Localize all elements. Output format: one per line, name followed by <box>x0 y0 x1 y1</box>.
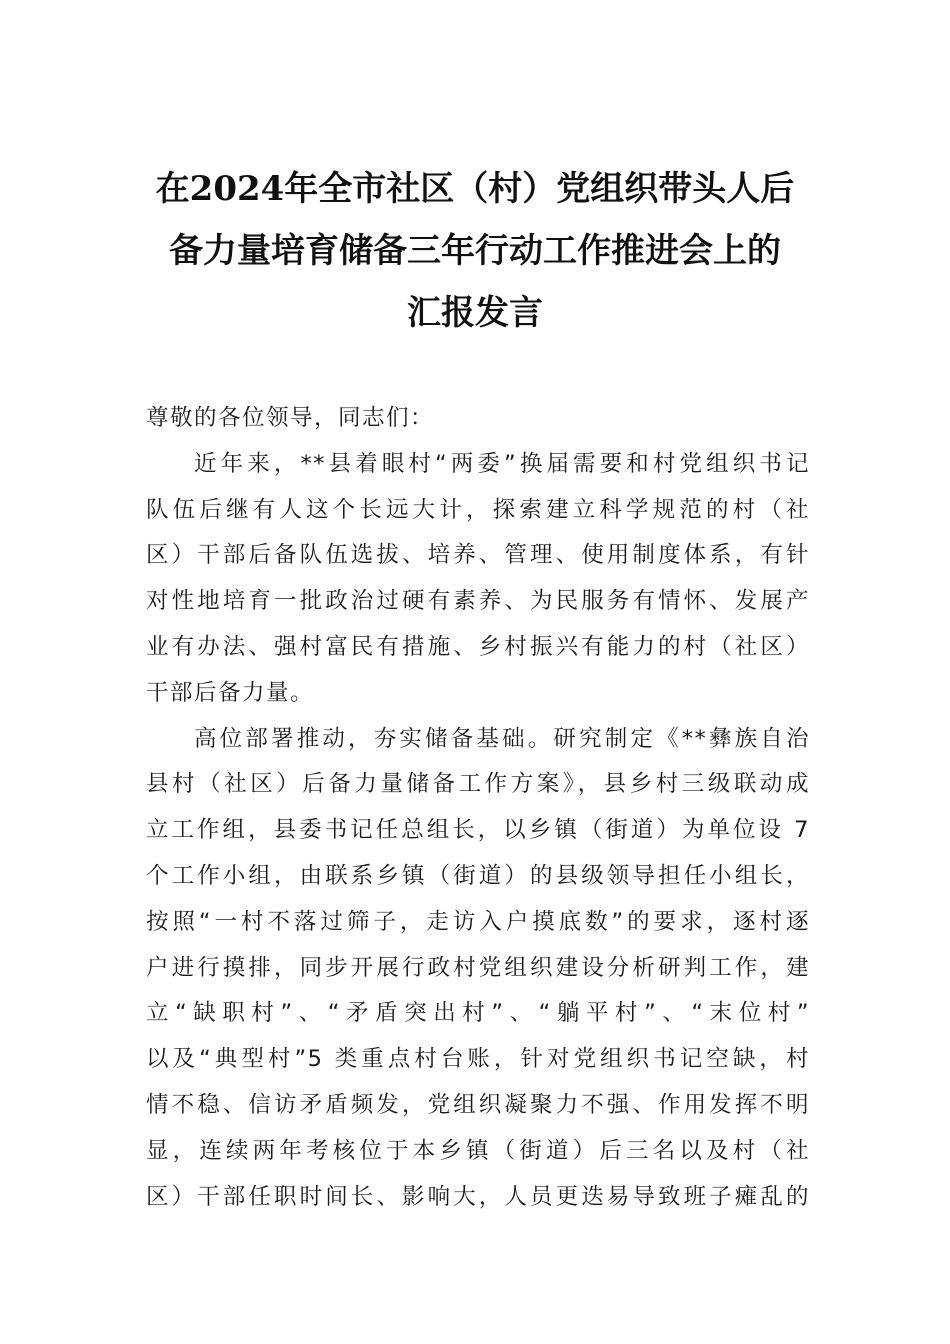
paragraph-line: 队伍后继有人这个长远大计，探索建立科学规范的村（社 <box>146 496 810 523</box>
paragraph-line: 对性地培育一批政治过硬有素养、为民服务有情怀、发展产 <box>146 588 810 615</box>
document-body <box>146 396 810 1220</box>
document-title <box>140 158 810 344</box>
paragraph-line: 以及“典型村”5 类重点村台账，针对党组织书记空缺，村 <box>146 1046 810 1073</box>
paragraph-line: 县村（社区）后备力量储备工作方案》，县乡村三级联动成 <box>146 771 810 798</box>
paragraph-line: 显，连续两年考核位于本乡镇（街道）后三名以及村（社 <box>146 1137 810 1164</box>
paragraph-line: 立“缺职村”、“矛盾突出村”、“躺平村”、“末位村” <box>146 1000 810 1027</box>
salutation: 尊敬的各位领导，同志们： <box>146 405 435 431</box>
paragraph-intro <box>146 442 810 717</box>
paragraph-line: 高位部署推动，夯实储备基础。研究制定《**彝族自治 <box>194 725 810 752</box>
title-line: 汇报发言 <box>407 293 543 333</box>
paragraph-line: 情不稳、信访矛盾频发，党组织凝聚力不强、作用发挥不明 <box>146 1091 810 1118</box>
paragraph-line: 个工作小组，由联系乡镇（街道）的县级领导担任小组长， <box>146 862 810 889</box>
paragraph-line: 按照“一村不落过筛子，走访入户摸底数”的要求，逐村逐 <box>146 908 810 935</box>
paragraph-line: 近年来，**县着眼村“两委”换届需要和村党组织书记 <box>194 450 810 477</box>
title-line: 在2024年全市社区（村）党组织带头人后 <box>155 169 795 209</box>
paragraph-line: 区）干部后备队伍选拔、培养、管理、使用制度体系，有针 <box>146 542 810 569</box>
title-line: 备力量培育储备三年行动工作推进会上的 <box>169 231 781 271</box>
paragraph-deployment <box>146 717 810 1221</box>
paragraph-line: 业有办法、强村富民有措施、乡村振兴有能力的村（社区） <box>146 633 810 660</box>
paragraph-line: 区）干部任职时间长、影响大，人员更迭易导致班子瘫乱的 <box>146 1183 810 1210</box>
paragraph-line: 立工作组，县委书记任总组长，以乡镇（街道）为单位设 7 <box>146 817 810 844</box>
paragraph-line: 户进行摸排，同步开展行政村党组织建设分析研判工作，建 <box>146 954 810 981</box>
paragraph-line: 干部后备力量。 <box>146 679 315 706</box>
